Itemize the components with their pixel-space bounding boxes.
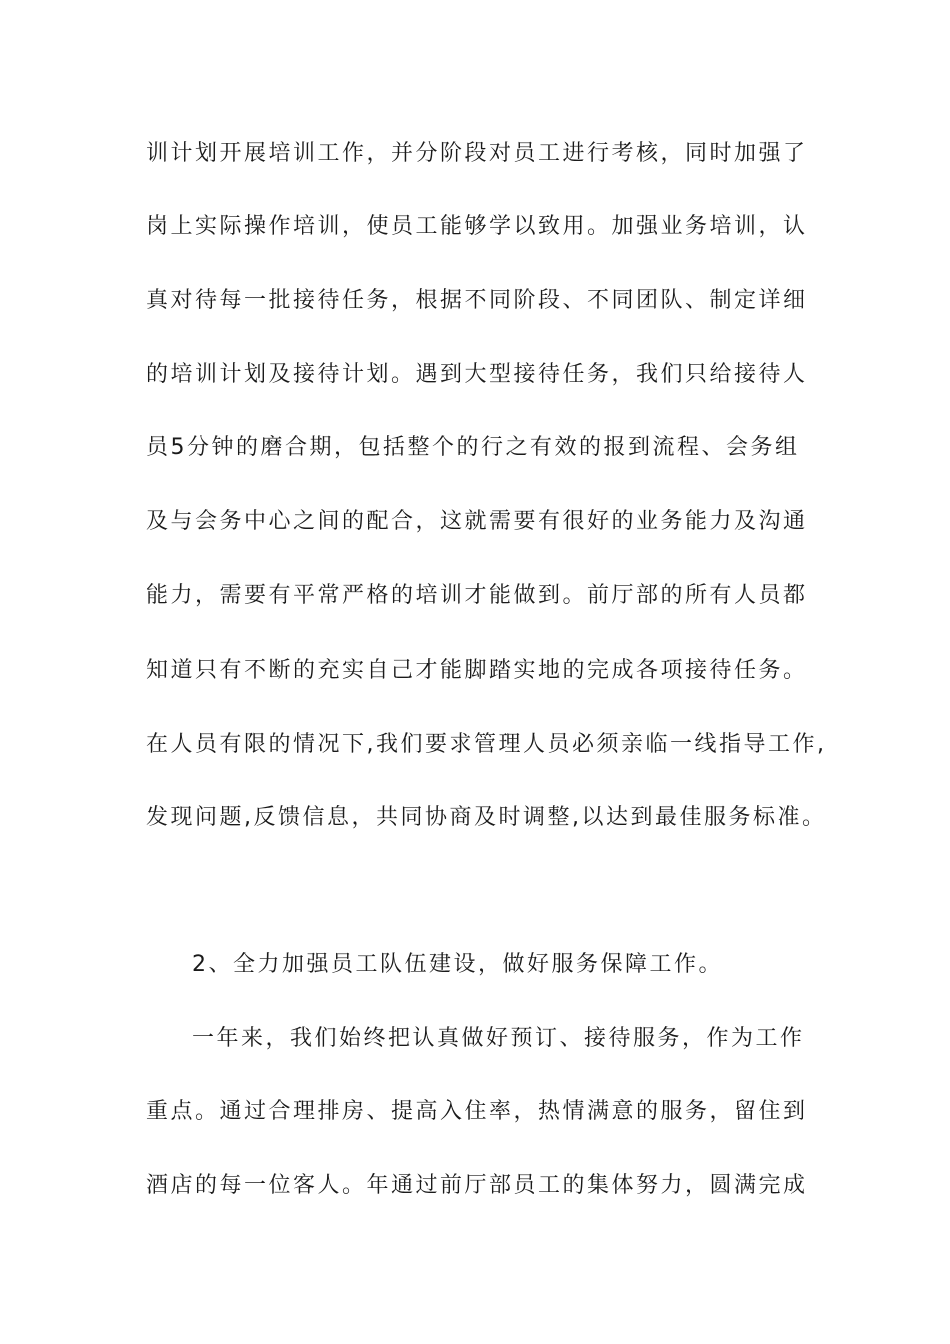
section-heading: 2、全力加强员工队伍建设，做好服务保障工作。 — [192, 952, 723, 977]
text-line: 能力，需要有平常严格的培训才能做到。前厅部的所有人员都 — [146, 583, 808, 608]
text-line: 一年来，我们始终把认真做好预订、接待服务，作为工作 — [192, 1026, 805, 1051]
text-line: 在人员有限的情况下,我们要求管理人员必须亲临一线指导工作, — [146, 732, 827, 757]
text-line: 员5分钟的磨合期，包括整个的行之有效的报到流程、会务组 — [146, 435, 800, 460]
text-line: 的培训计划及接待计划。遇到大型接待任务，我们只给接待人 — [146, 362, 808, 387]
text-line: 知道只有不断的充实自己才能脚踏实地的完成各项接待任务。 — [146, 658, 808, 683]
text-line: 发现问题,反馈信息，共同协商及时调整,以达到最佳服务标准。 — [146, 805, 827, 830]
text-line: 酒店的每一位客人。年通过前厅部员工的集体努力，圆满完成 — [146, 1173, 808, 1198]
text-line: 重点。通过合理排房、提高入住率，热情满意的服务，留住到 — [146, 1099, 808, 1124]
text-line: 训计划开展培训工作，并分阶段对员工进行考核，同时加强了 — [146, 141, 808, 166]
text-line: 真对待每一批接待任务，根据不同阶段、不同团队、制定详细 — [146, 288, 808, 313]
text-line: 及与会务中心之间的配合，这就需要有很好的业务能力及沟通 — [146, 509, 808, 534]
text-line: 岗上实际操作培训，使员工能够学以致用。加强业务培训，认 — [146, 214, 808, 239]
